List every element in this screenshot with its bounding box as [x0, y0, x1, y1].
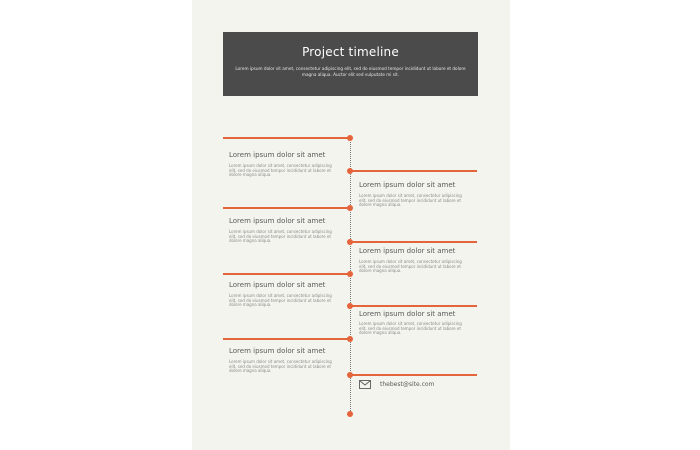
- entry-title: Lorem ipsum dolor sit amet: [359, 247, 456, 255]
- entry-title: Lorem ipsum dolor sit amet: [359, 310, 456, 318]
- entry-body: Lorem ipsum dolor sit amet, consectetur adipiscing elit, sed do eiusmod tempor incididunt ut labore et dolore magna aliqua.: [229, 229, 332, 244]
- entry-title: Lorem ipsum dolor sit amet: [229, 281, 326, 289]
- entry-body: Lorem ipsum dolor sit amet, consectetur adipiscing elit, sed do eiusmod tempor incididunt ut labore et dolore magna aliqua.: [229, 163, 332, 178]
- timeline-dot: [347, 303, 353, 309]
- header-subtitle: Lorem ipsum dolor sit amet, consectetur adipiscing elit, sed do eiusmod tempor incididunt ut labore et dolore magna aliqua. Auctor elit sed vulputate mi sit.: [235, 66, 466, 77]
- timeline-dot: [347, 271, 353, 277]
- timeline-connector: [223, 207, 350, 209]
- timeline-dot: [347, 205, 353, 211]
- entry-title: Lorem ipsum dolor sit amet: [359, 181, 456, 189]
- timeline-dot: [347, 336, 353, 342]
- timeline-connector: [223, 273, 350, 275]
- entry-body: Lorem ipsum dolor sit amet, consectetur adipiscing elit, sed do eiusmod tempor incididunt ut labore et dolore magna aliqua.: [359, 193, 462, 208]
- page-title: Project timeline: [302, 45, 399, 59]
- timeline-dot: [347, 168, 353, 174]
- timeline-end-dot: [347, 411, 353, 417]
- entry-body: Lorem ipsum dolor sit amet, consectetur adipiscing elit, sed do eiusmod tempor incididunt ut labore et dolore magna aliqua.: [229, 293, 332, 308]
- document-page: [192, 0, 510, 450]
- timeline-dot: [347, 135, 353, 141]
- timeline-dot: [347, 239, 353, 245]
- entry-body: Lorem ipsum dolor sit amet, consectetur adipiscing elit, sed do eiusmod tempor incididunt ut labore et dolore magna aliqua.: [359, 321, 462, 336]
- timeline-connector: [350, 170, 477, 172]
- timeline-connector: [350, 305, 477, 307]
- contact-email[interactable]: thebest@site.com: [380, 381, 435, 388]
- mail-icon: [359, 380, 371, 389]
- timeline-connector: [223, 137, 350, 139]
- entry-title: Lorem ipsum dolor sit amet: [229, 217, 326, 225]
- entry-body: Lorem ipsum dolor sit amet, consectetur adipiscing elit, sed do eiusmod tempor incididunt ut labore et dolore magna aliqua.: [359, 259, 462, 274]
- timeline-dot: [347, 372, 353, 378]
- entry-title: Lorem ipsum dolor sit amet: [229, 347, 326, 355]
- header-banner: [223, 32, 478, 96]
- entry-body: Lorem ipsum dolor sit amet, consectetur adipiscing elit, sed do eiusmod tempor incididunt ut labore et dolore magna aliqua.: [229, 359, 332, 374]
- timeline-connector: [350, 241, 477, 243]
- timeline-connector: [223, 338, 350, 340]
- timeline-connector: [350, 374, 477, 376]
- entry-title: Lorem ipsum dolor sit amet: [229, 151, 326, 159]
